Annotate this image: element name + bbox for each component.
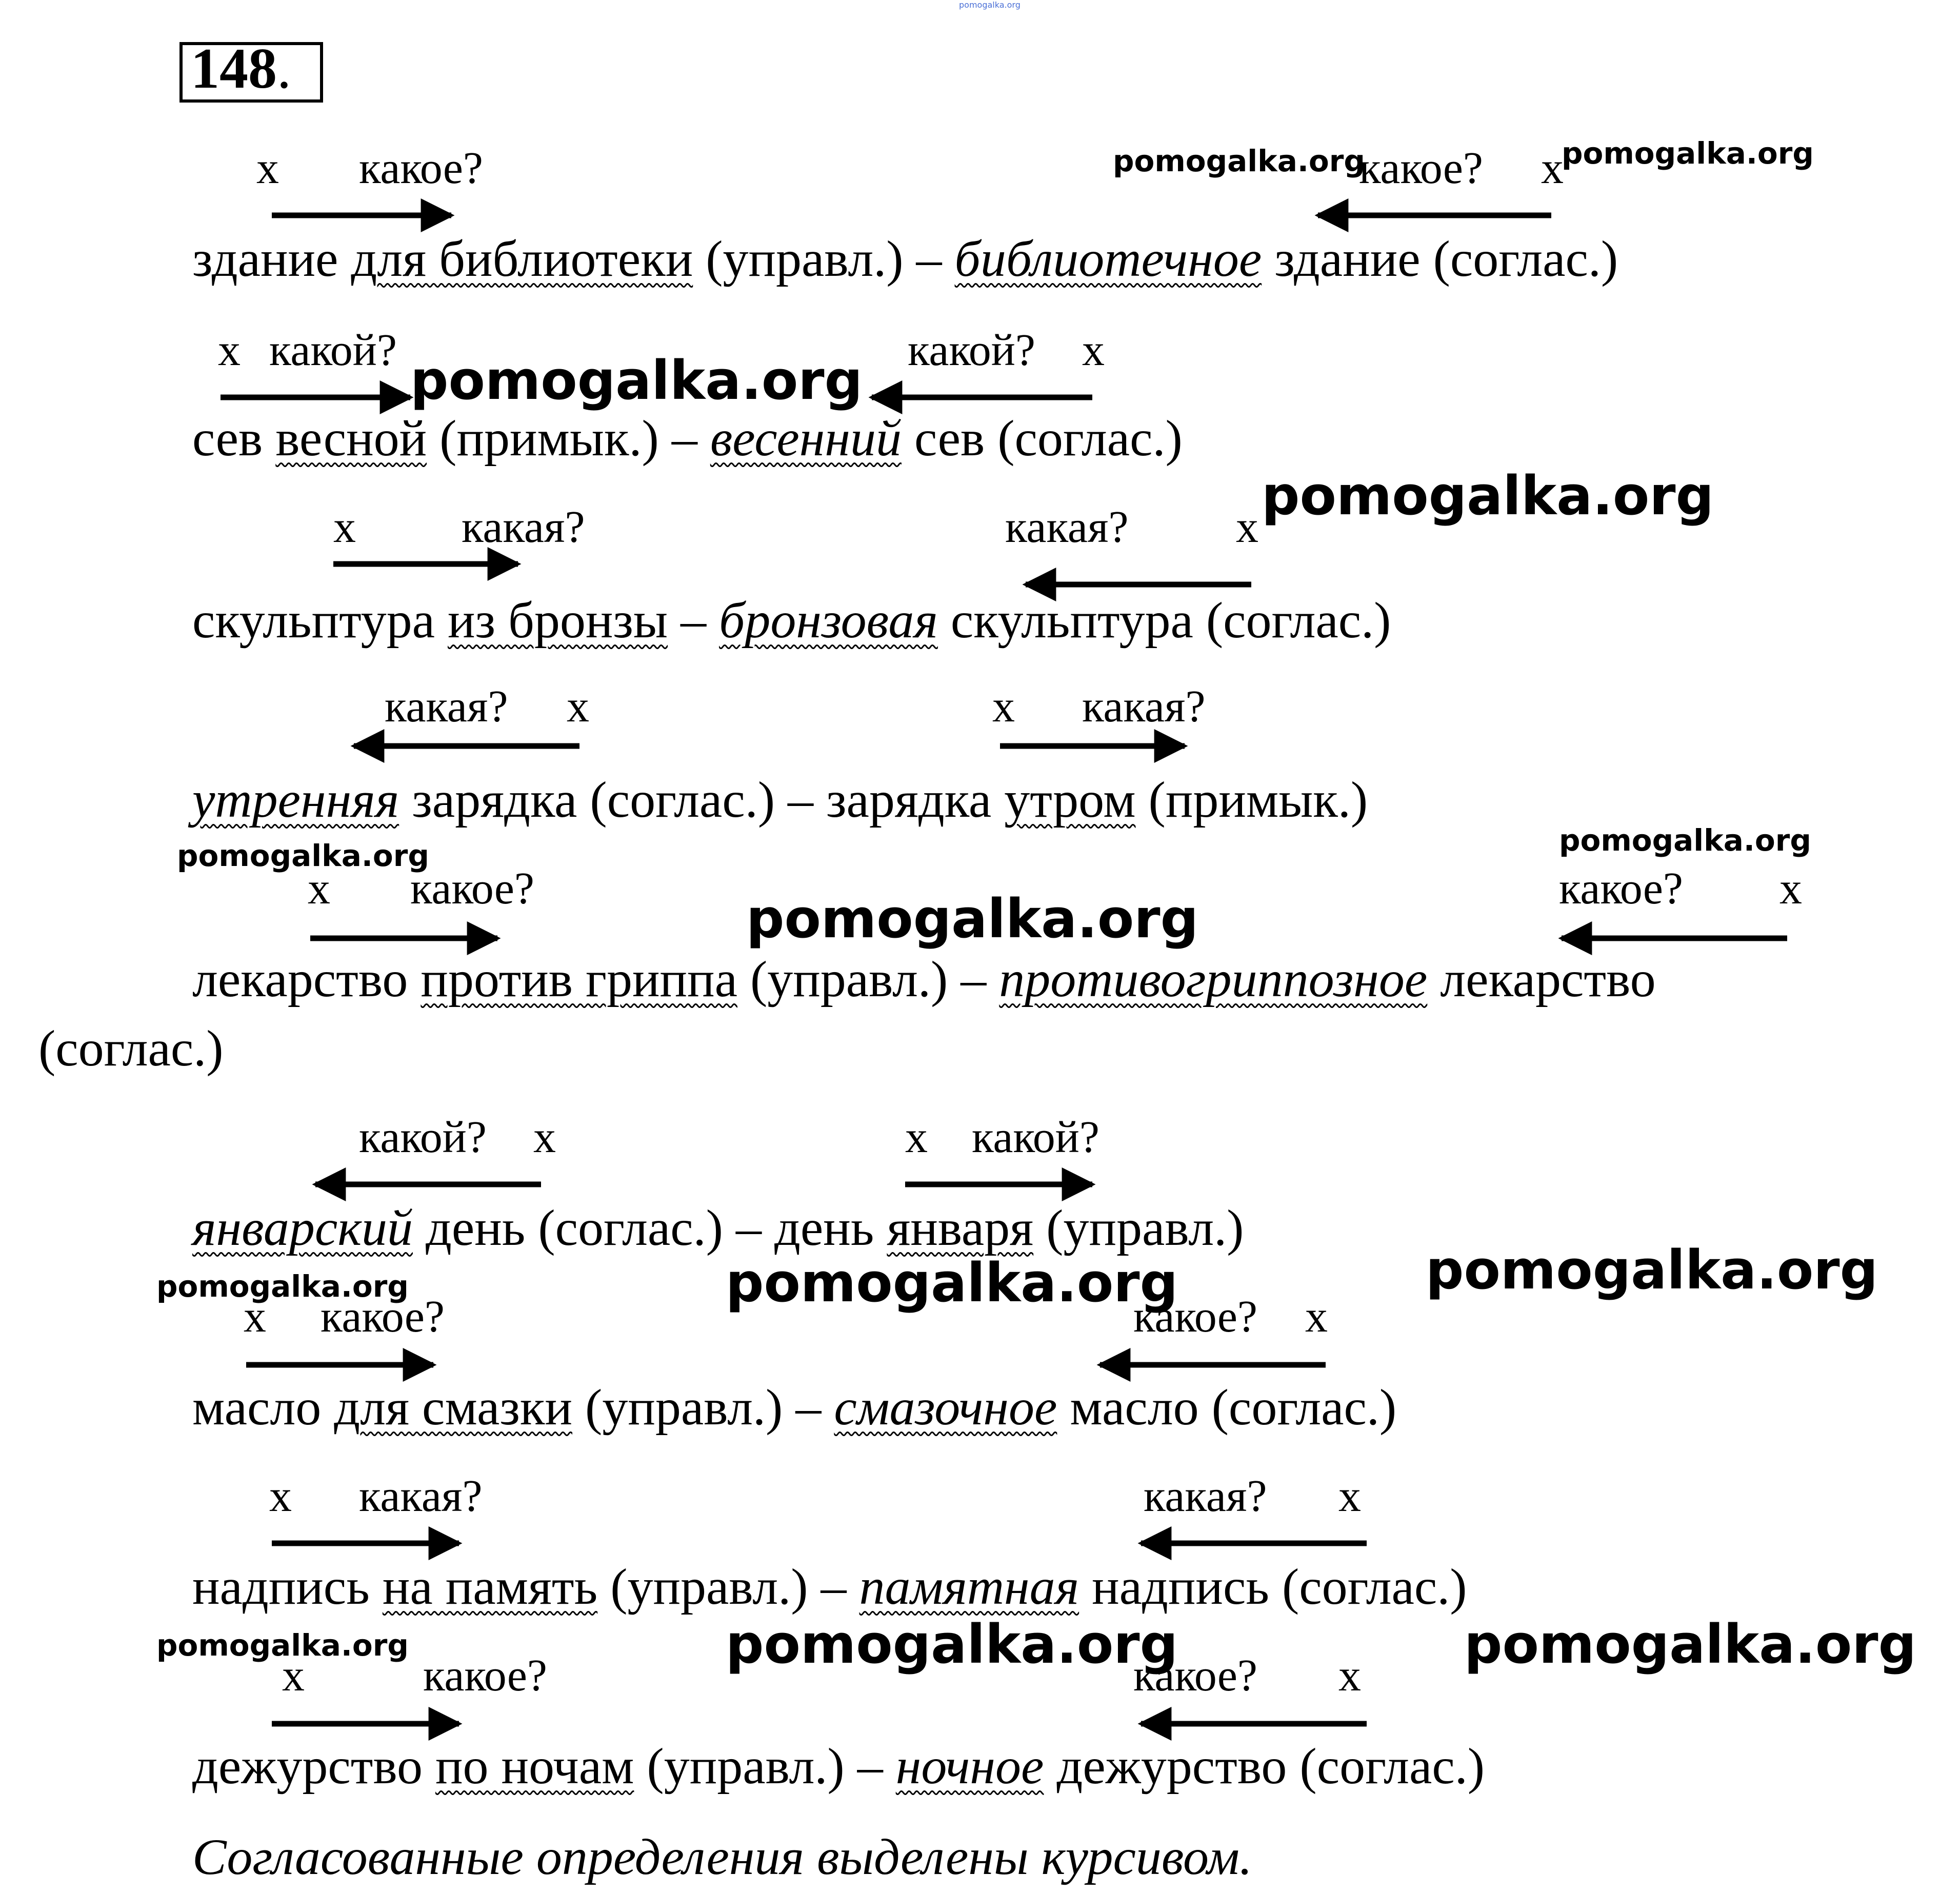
watermark: pomogalka.org (1559, 823, 1811, 858)
row-6: январский день (соглас.) – день января (управл.) (192, 1199, 1244, 1256)
marker-row2-left: x (218, 326, 241, 375)
question-row6-right: какой? (972, 1113, 1099, 1162)
marker-row6-left: x (533, 1113, 556, 1162)
question-row7-left: какое? (321, 1292, 445, 1342)
question-row2-left: какой? (269, 326, 397, 375)
watermark: pomogalka.org (156, 1628, 409, 1663)
question-row6-left: какой? (359, 1113, 487, 1162)
watermark-top: pomogalka.org (959, 0, 1021, 10)
watermark: pomogalka.org (746, 888, 1199, 950)
marker-row6-right: x (905, 1113, 928, 1162)
marker-row4-right: x (992, 682, 1015, 732)
marker-row5-right: x (1779, 864, 1802, 914)
watermark: pomogalka.org (156, 1269, 409, 1304)
marker-row4-left: x (567, 682, 589, 732)
row-1: здание для библиотеки (управл.) – библиотечное здание (соглас.) (192, 230, 1618, 287)
row-9: дежурство по ночам (управл.) – ночное дежурство (соглас.) (192, 1738, 1485, 1795)
watermark: pomogalka.org (726, 1252, 1178, 1314)
question-row7-right: какое? (1133, 1292, 1257, 1342)
watermark: pomogalka.org (1262, 465, 1714, 527)
watermark: pomogalka.org (177, 838, 429, 873)
question-row2-right: какой? (908, 326, 1035, 375)
footer-note: Согласованные определения выделены курсивом. (192, 1828, 1252, 1885)
watermark: pomogalka.org (1113, 144, 1365, 178)
row-3: скульптура из бронзы – бронзовая скульптура (соглас.) (192, 592, 1391, 649)
marker-row9-left: x (282, 1651, 305, 1701)
row-4: утренняя зарядка (соглас.) – зарядка утром (примык.) (192, 771, 1368, 828)
question-row3-right: какая? (1005, 502, 1129, 552)
watermark: pomogalka.org (410, 349, 863, 412)
row-7: масло для смазки (управл.) – смазочное масло (соглас.) (192, 1379, 1397, 1436)
marker-row8-left: x (269, 1471, 292, 1521)
marker-row5-left: x (308, 864, 330, 914)
watermark: pomogalka.org (1426, 1239, 1878, 1301)
question-row5-right: какое? (1559, 864, 1683, 914)
marker-row8-right: x (1338, 1471, 1361, 1521)
row-8: надпись на память (управл.) – памятная надпись (соглас.) (192, 1558, 1467, 1615)
question-row8-left: какая? (359, 1471, 483, 1521)
question-row1-right: какое? (1359, 144, 1483, 193)
row-5: лекарство против гриппа (управл.) – противогриппозное лекарство (192, 951, 1656, 1007)
question-row1-left: какое? (359, 144, 483, 193)
question-row9-right: какое? (1133, 1651, 1257, 1701)
watermark: pomogalka.org (1464, 1613, 1917, 1676)
marker-row9-right: x (1338, 1651, 1361, 1701)
watermark: pomogalka.org (726, 1613, 1178, 1676)
marker-row1-left: x (256, 144, 279, 193)
row-5-continuation: (соглас.) (38, 1020, 224, 1077)
question-row4-right: какая? (1082, 682, 1206, 732)
question-row9-left: какое? (423, 1651, 547, 1701)
marker-row7-right: x (1305, 1292, 1328, 1342)
question-row8-right: какая? (1144, 1471, 1267, 1521)
marker-row1-right: x (1541, 144, 1564, 193)
row-2: сев весной (примык.) – весенний сев (соглас.) (192, 410, 1183, 467)
question-row5-left: какое? (410, 864, 534, 914)
marker-row2-right: x (1082, 326, 1105, 375)
marker-row3-left: x (333, 502, 356, 552)
watermark: pomogalka.org (1562, 136, 1814, 171)
marker-row3-right: x (1236, 502, 1258, 552)
marker-row7-left: x (244, 1292, 266, 1342)
question-row4-left: какая? (385, 682, 508, 732)
exercise-number: 148. (191, 37, 291, 100)
question-row3-left: какая? (462, 502, 585, 552)
